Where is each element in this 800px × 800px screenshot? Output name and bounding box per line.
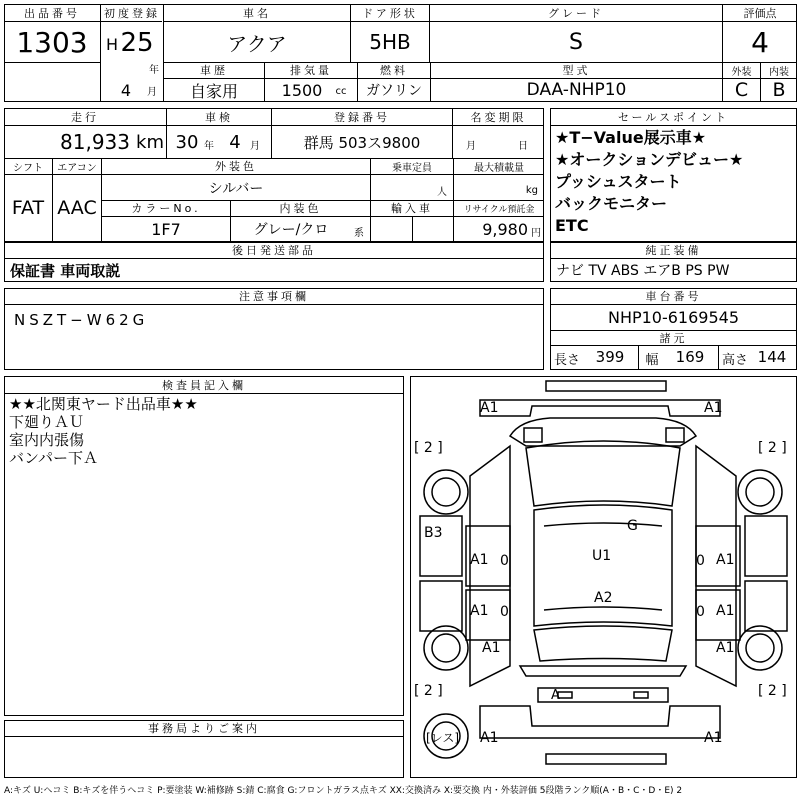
notes-label: 注意事項欄 [239,290,309,303]
damage-b3-left: B3 [424,525,443,541]
displacement-label: 排気量 [290,64,332,77]
inspector-line: 室内内張傷 [9,431,85,449]
recycle-label: リサイクル預託金 [463,204,535,215]
score-label: 評価点 [743,6,777,20]
damage-a1-door-fr: A1 [716,552,735,568]
sales-point-line: ★T−Value展示車★ [555,128,707,147]
int-color-suffix: 系 [354,227,364,239]
model: DAA-NHP10 [526,80,627,100]
damage-a1-front-right: A1 [704,400,723,416]
mileage-label: 走行 [71,110,99,124]
exterior-grade: C [734,79,749,101]
damage-a1-door-rl: A1 [470,603,489,619]
height-label: 高さ [721,352,748,367]
first-reg-month-unit: 月 [147,86,157,98]
zero-mark: 0 [500,604,509,620]
rear-bumper-outline [480,706,720,738]
interior-grade: B [772,79,786,101]
recycle-unit: 円 [531,227,541,239]
history: 自家用 [189,81,238,101]
rear-plate-outline [546,754,666,764]
fuel: ガソリン [366,83,422,99]
front-grille-outline [546,381,666,391]
notes-value: NSZT−W62G [14,311,149,329]
door: 5HB [369,30,411,54]
zero-mark: 0 [500,553,509,569]
trunk-outline [520,666,686,676]
windshield-outline [526,441,680,506]
model-label: 型式 [562,64,591,77]
left-rear-door-outline [420,581,462,631]
damage-a-bumper: A [551,688,560,703]
capacity-unit: 人 [437,186,447,198]
sales-point-line: ETC [555,216,589,235]
lot-no: 1303 [16,25,88,59]
name-change-label: 名変期限 [470,110,527,124]
color: シルバー [208,181,264,197]
displacement-unit: cc [335,85,347,97]
headlight-left-outline [524,428,542,442]
first-reg-month: 4 [120,80,132,100]
mileage: 81,933 [60,130,130,154]
inspection-year-unit: 年 [204,140,214,152]
color-label: 外装色 [215,160,257,173]
post-items-value: 保証書 車両取説 [10,261,121,280]
fuel-label: 燃料 [380,64,408,77]
chassis-value: NHP10-6169545 [607,308,740,327]
wheel-rear-right-outline [738,626,782,670]
damage-a1-door-rr: A1 [716,603,735,619]
headlight-right-outline [666,428,684,442]
first-reg-year: 25 [120,28,154,58]
legend: A:キズ U:ヘコミ B:キズを伴うヘコミ P:要塗装 W:補修跡 S:錆 C:腐食 G:フロントガラス点キズ XX:交換済み X:要交換 内・外装評価 5段階ランク順(A・B・C・D・E) 2 [4,785,683,796]
lot-no-label: 出品番号 [24,6,80,20]
damage-a1-rear-bumper-right: A1 [704,730,723,746]
equipment-value: ナビ TV ABS エアB PS PW [556,263,730,279]
car-diagram [410,376,797,778]
dims-label: 諸元 [659,331,688,345]
shift-label: シフト [13,162,43,174]
damage-a1-rear-quarter-right: A1 [716,640,735,656]
door-label: ドア形状 [362,6,418,20]
car-name: アクア [227,31,287,56]
grade: S [569,29,583,55]
plate: 群馬 503ス9800 [303,133,421,152]
zero-mark: 0 [696,604,705,620]
inspection-year: 30 [175,131,199,153]
score: 4 [751,25,769,59]
sales-point-line: プッシュスタート [555,172,682,191]
recycle: 9,980 [482,219,528,239]
load-label: 最大積載量 [474,162,524,174]
history-label: 車歴 [200,64,228,77]
first-reg-year-unit: 年 [149,64,159,76]
inspection-month: 4 [229,131,241,153]
ac-label: エアコン [57,162,97,174]
wheel-front-left-outline [424,470,468,514]
spare-tire-les: [レス] [426,731,460,745]
right-rear-door-outline [745,581,787,631]
inspector-line: ★★北関東ヤード出品車★★ [9,395,198,413]
inspector-line: バンパー下Ａ [9,449,98,467]
damage-u1-roof: U1 [592,548,612,564]
inspector-line: 下廻りＡＵ [9,413,85,431]
sales-points-list [551,127,796,241]
length-label: 長さ [554,352,580,367]
wheel-rear-left-outline [424,626,468,670]
inspector-notes [5,395,403,515]
grade-label: グレード [548,6,604,20]
inspection-label: 車検 [205,110,233,124]
displacement: 1500 [281,80,323,100]
rear-glass-outline [534,626,672,661]
interior-label: 内装 [769,66,789,78]
name-change-month: 月 [466,140,476,152]
first-reg-label: 初度登録 [104,6,160,20]
zero-mark: 0 [696,553,705,569]
load-unit: kg [525,184,538,196]
chassis-label: 車台番号 [645,290,702,303]
right-front-door-outline [745,516,787,576]
name-change-day: 日 [518,140,528,152]
damage-a1-rear-quarter-left: A1 [482,640,501,656]
inspector-label: 検査員記入欄 [162,378,246,392]
height: 144 [757,348,787,366]
office-label: 事務局よりご案内 [148,722,260,735]
repair-bracket-bottom-left: [ 2 ] [414,683,443,699]
plate-label: 登録番号 [334,110,390,124]
inspection-month-unit: 月 [250,140,260,152]
width: 169 [675,348,705,366]
shift: FAT [11,197,45,219]
repair-bracket-top-left: [ 2 ] [414,440,443,456]
repair-bracket-bottom-right: [ 2 ] [758,683,787,699]
sales-points-label: セールスポイント [617,110,729,124]
damage-g-windshield: G [627,518,638,534]
post-items-label: 後日発送部品 [232,244,316,257]
damage-a1-front-left: A1 [480,400,499,416]
sales-point-line: ★オークションデビュー★ [555,150,744,169]
repair-bracket-top-right: [ 2 ] [758,440,787,456]
sales-point-line: バックモニター [555,194,668,213]
import-label: 輸入車 [391,202,433,215]
front-bumper-outline [480,400,723,416]
int-color-label: 内装色 [279,202,322,215]
car-name-label: 車名 [243,6,271,20]
damage-a2-roof: A2 [594,590,613,606]
color-no-label: カラーNo. [131,202,201,215]
capacity-label: 乗車定員 [392,162,432,174]
wheel-front-right-outline [738,470,782,514]
color-no: 1F7 [151,219,181,239]
ac: AAC [57,197,97,219]
damage-a1-door-fl: A1 [470,552,489,568]
exterior-label: 外装 [731,66,752,78]
int-color: グレー/クロ [253,222,329,238]
width-label: 幅 [645,352,659,367]
equipment-label: 純正装備 [645,244,702,257]
first-reg-era: H [105,34,119,54]
damage-a1-rear-bumper-left: A1 [480,730,499,746]
mileage-unit: km [136,131,164,153]
length: 399 [595,348,625,366]
